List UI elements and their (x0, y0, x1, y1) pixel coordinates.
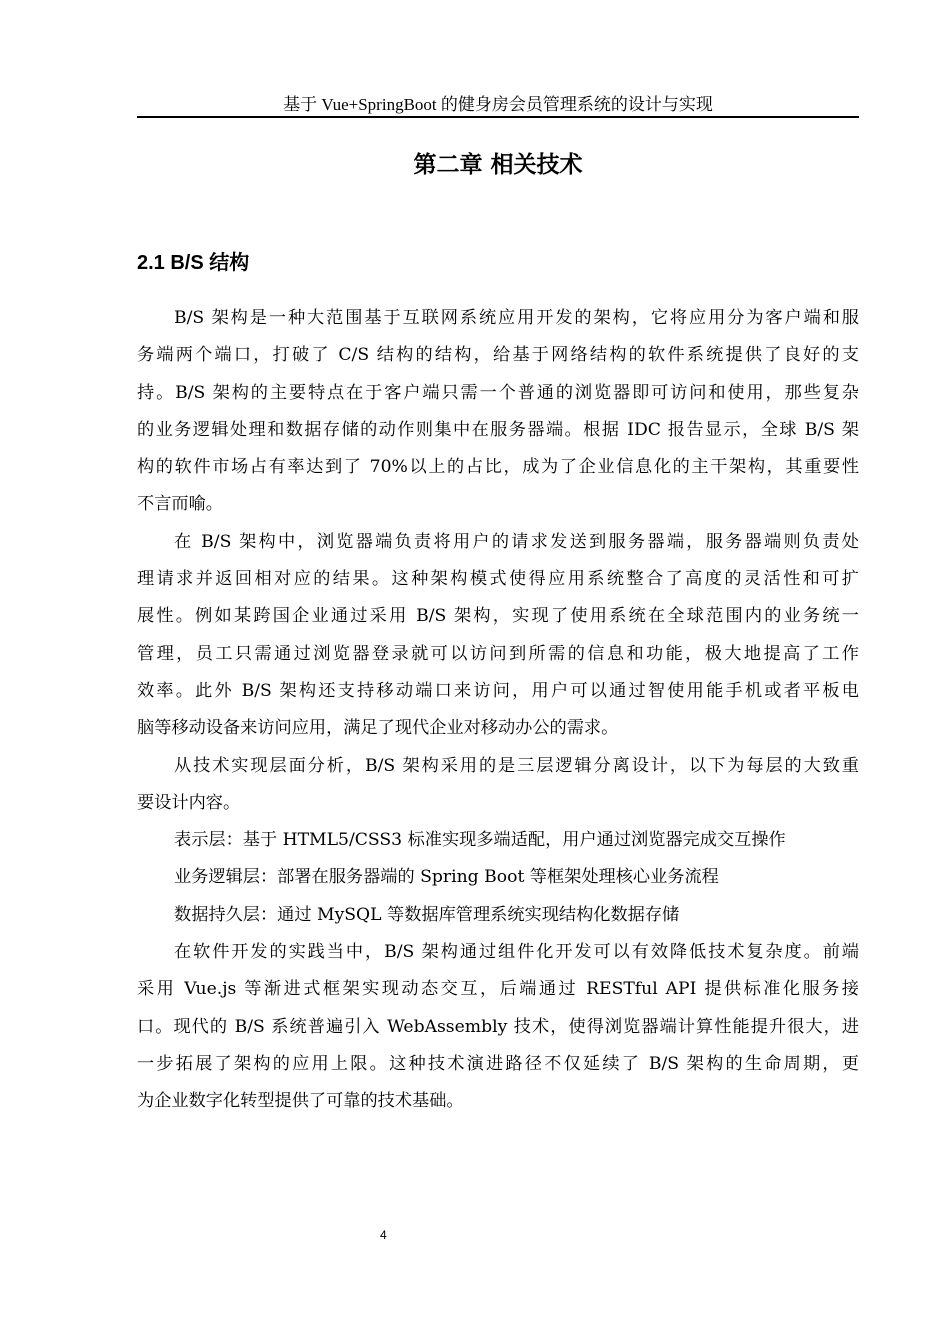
text-line: 从技术实现层面分析，B/S 架构采用的是三层逻辑分离设计，以下为每层的大致重 (174, 755, 859, 776)
text-line: 务端两个端口，打破了 C/S 结构的结构，给基于网络结构的软件系统提供了良好的支 (137, 345, 859, 366)
text-line: 的业务逻辑处理和数据存储的动作则集中在服务器端。根据 IDC 报告显示，全球 B/S 架 (137, 419, 859, 440)
header-divider (137, 116, 859, 118)
text-line: 脑等移动设备来访问应用，满足了现代企业对移动办公的需求。 (137, 718, 619, 739)
paragraph (137, 859, 859, 896)
text-line: 管理，员工只需通过浏览器登录就可以访问到所需的信息和功能，极大地提高了工作 (137, 643, 859, 664)
text-line: 理请求并返回相对应的结果。这种架构模式使得应用系统整合了高度的灵活性和可扩 (137, 569, 859, 590)
text-line: 在软件开发的实践当中，B/S 架构通过组件化开发可以有效降低技术复杂度。前端 (174, 942, 859, 963)
page-number: 4 (380, 1228, 387, 1242)
text-line: 口。现代的 B/S 系统普遍引入 WebAssembly 技术，使得浏览器端计算性能提升很大，进 (137, 1016, 859, 1037)
running-header: 基于 Vue+SpringBoot 的健身房会员管理系统的设计与实现 (283, 95, 713, 114)
text-line: 构的软件市场占有率达到了 70%以上的占比，成为了企业信息化的主干架构，其重要性 (137, 457, 859, 478)
text-line: 为企业数字化转型提供了可靠的技术基础。 (137, 1091, 464, 1112)
text-line: 持。B/S 架构的主要特点在于客户端只需一个普通的浏览器即可访问和使用，那些复杂 (137, 382, 859, 403)
paragraph (137, 822, 859, 859)
text-line: 业务逻辑层：部署在服务器端的 Spring Boot 等框架处理核心业务流程 (174, 867, 719, 888)
text-line: 展性。例如某跨国企业通过采用 B/S 架构，实现了使用系统在全球范围内的业务统一 (137, 606, 859, 627)
chapter-title: 第二章 相关技术 (413, 152, 583, 178)
text-line: 要设计内容。 (137, 792, 241, 813)
text-line: 在 B/S 架构中，浏览器端负责将用户的请求发送到服务器端，服务器端则负责处 (174, 531, 859, 552)
section-heading: 2.1 B/S 结构 (137, 252, 250, 274)
text-line: 效率。此外 B/S 架构还支持移动端口来访问，用户可以通过智使用能手机或者平板电 (137, 680, 859, 701)
paragraph (137, 300, 859, 524)
text-line: 数据持久层：通过 MySQL 等数据库管理系统实现结构化数据存储 (174, 904, 680, 925)
paragraph (137, 934, 859, 1120)
text-line: 不言而喻。 (137, 494, 223, 515)
paragraph (137, 897, 859, 934)
text-line: B/S 架构是一种大范围基于互联网系统应用开发的架构，它将应用分为客户端和服 (174, 308, 859, 328)
paragraph (137, 524, 859, 748)
text-line: 一步拓展了架构的应用上限。这种技术演进路径不仅延续了 B/S 架构的生命周期，更 (137, 1053, 859, 1074)
paragraph (137, 748, 859, 823)
text-line: 表示层：基于 HTML5/CSS3 标准实现多端适配，用户通过浏览器完成交互操作 (174, 830, 786, 851)
body-text (137, 300, 859, 1121)
text-line: 采用 Vue.js 等渐进式框架实现动态交互，后端通过 RESTful API 提供标准化服务接 (137, 979, 859, 1000)
